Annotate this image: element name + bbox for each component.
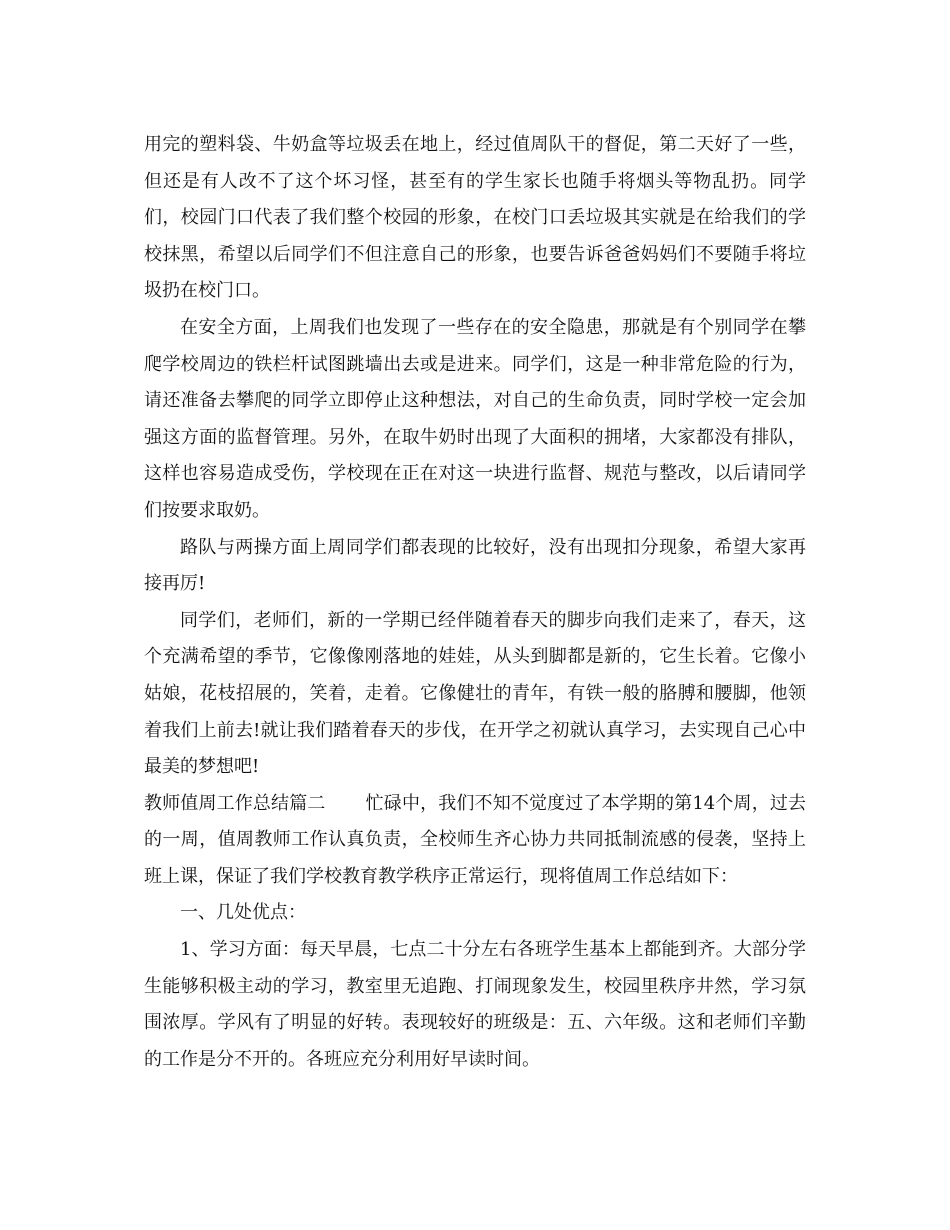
section-two-title: 教师值周工作总结篇二 xyxy=(144,792,326,814)
paragraph-spring: 同学们，老师们，新的一学期已经伴随着春天的脚步向我们走来了，春天，这个充满希望的季节，它像像刚落地的娃娃，从头到脚都是新的，它生长着。它像小姑娘，花枝招展的，笑着，走着。它像健壮的青年，有铁一般的胳膊和腰脚，他领着我们上前去!就让我们踏着春天的步伐，在开学之初就认真学习，去实现自己心中最美的梦想吧! xyxy=(144,609,806,778)
paragraph-exercise: 路队与两操方面上周同学们都表现的比较好，没有出现扣分现象，希望大家再接再厉! xyxy=(144,536,806,595)
paragraph-study: 1、学习方面：每天早晨，七点二十分左右各班学生基本上都能到齐。大部分学生能够积极主动的学习，教室里无追跑、打闹现象发生，校园里秩序井然，学习氛围浓厚。学风有了明显的好转。表现较好的班级是：五、六年级。这和老师们辛勤的工作是分不开的。各班应充分利用好早读时间。 xyxy=(144,939,806,1070)
paragraph-litter: 用完的塑料袋、牛奶盒等垃圾丢在地上，经过值周队干的督促，第二天好了一些，但还是有人改不了这个坏习怪，甚至有的学生家长也随手将烟头等物乱扔。同学们，校园门口代表了我们整个校园的形象，在校门口丢垃圾其实就是在给我们的学校抹黑，希望以后同学们不但注意自己的形象，也要告诉爸爸妈妈们不要随手将垃圾扔在校门口。 xyxy=(144,134,806,302)
section-two-paragraph xyxy=(144,786,806,896)
section-two-intro: 忙碌中，我们不知不觉度过了本学期的第14个周，过去的一周，值周教师工作认真负责，全校师生齐心协力共同抵制流感的侵袭，坚持上班上课，保证了我们学校教育教学秩序正常运行，现将值周工作总结如下： xyxy=(144,792,806,887)
paragraph-advantages-heading: 一、几处优点： xyxy=(180,902,306,924)
paragraph-safety: 在安全方面，上周我们也发现了一些存在的安全隐患，那就是有个别同学在攀爬学校周边的铁栏杆试图跳墙出去或是进来。同学们，这是一种非常危险的行为，请还准备去攀爬的同学立即停止这种想法，对自己的生命负责，同时学校一定会加强这方面的监督管理。另外，在取牛奶时出现了大面积的拥堵，大家都没有排队，这样也容易造成受伤，学校现在正在对这一块进行监督、规范与整改，以后请同学们按要求取奶。 xyxy=(144,316,806,521)
document-body xyxy=(144,127,806,1078)
